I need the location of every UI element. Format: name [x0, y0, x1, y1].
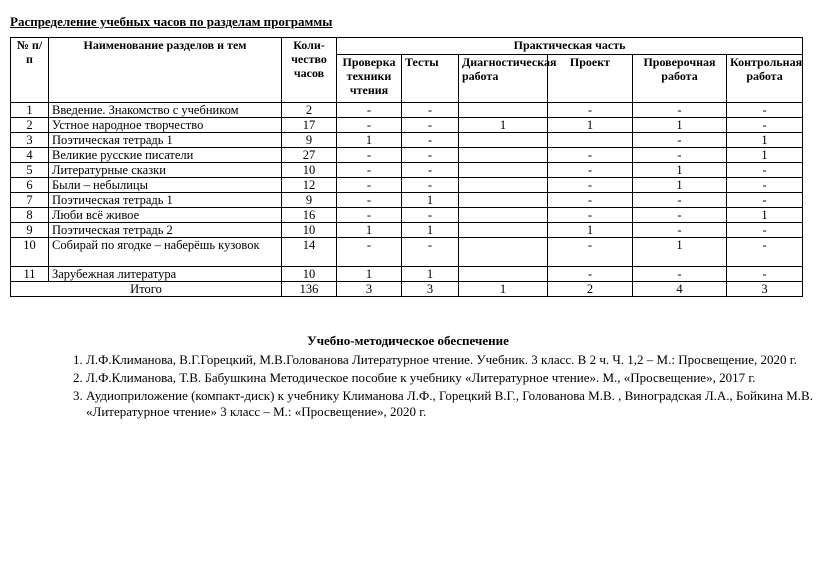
- table-row: [11, 103, 803, 118]
- cell-hours: 2: [282, 103, 337, 118]
- cell-hours: 10: [282, 223, 337, 238]
- cell-control: -: [727, 238, 803, 267]
- cell-diagnostic: [459, 238, 548, 267]
- cell-project: 1: [548, 223, 633, 238]
- cell-hours: 12: [282, 178, 337, 193]
- cell-reading-check: 1: [337, 133, 402, 148]
- header-practical-part: Практическая часть: [337, 38, 803, 55]
- cell-diagnostic: [459, 267, 548, 282]
- cell-number: 11: [11, 267, 49, 282]
- total-control: 3: [727, 282, 803, 297]
- cell-section-name: Устное народное творчество: [49, 118, 282, 133]
- cell-project: -: [548, 208, 633, 223]
- table-row: [11, 223, 803, 238]
- cell-project: -: [548, 148, 633, 163]
- cell-project: -: [548, 163, 633, 178]
- cell-project: -: [548, 238, 633, 267]
- reference-item: 1. Л.Ф.Климанова, В.Г.Горецкий, М.В.Голованова Литературное чтение. Учебник. 3 класс. В 2 ч. Ч. 1,2 – М.: Просвещение, 2020 г.: [86, 352, 816, 368]
- cell-verification: -: [633, 193, 727, 208]
- cell-verification: 1: [633, 238, 727, 267]
- cell-control: -: [727, 223, 803, 238]
- cell-verification: 1: [633, 178, 727, 193]
- total-tests: 3: [402, 282, 459, 297]
- cell-control: -: [727, 103, 803, 118]
- cell-reading-check: -: [337, 163, 402, 178]
- header-control-work: Контрольная работа: [727, 55, 803, 103]
- cell-diagnostic: [459, 208, 548, 223]
- header-project: Проект: [548, 55, 633, 103]
- table-row: [11, 163, 803, 178]
- document-title: Распределение учебных часов по разделам программы: [10, 14, 333, 29]
- cell-section-name: Люби всё живое: [49, 208, 282, 223]
- cell-number: 10: [11, 238, 49, 267]
- cell-verification: -: [633, 148, 727, 163]
- cell-hours: 10: [282, 163, 337, 178]
- table-row: [11, 118, 803, 133]
- cell-section-name: Были – небылицы: [49, 178, 282, 193]
- cell-control: 1: [727, 148, 803, 163]
- cell-reading-check: -: [337, 193, 402, 208]
- cell-section-name: Зарубежная литература: [49, 267, 282, 282]
- cell-reading-check: -: [337, 178, 402, 193]
- cell-diagnostic: [459, 223, 548, 238]
- cell-tests: -: [402, 163, 459, 178]
- cell-control: -: [727, 178, 803, 193]
- cell-diagnostic: [459, 178, 548, 193]
- cell-section-name: Поэтическая тетрадь 1: [49, 133, 282, 148]
- cell-section-name: Введение. Знакомство с учебником: [49, 103, 282, 118]
- cell-diagnostic: 1: [459, 118, 548, 133]
- cell-hours: 9: [282, 193, 337, 208]
- cell-number: 4: [11, 148, 49, 163]
- header-diagnostic-work: Диагностическая работа: [459, 55, 548, 103]
- table-row: [11, 178, 803, 193]
- total-reading: 3: [337, 282, 402, 297]
- cell-hours: 16: [282, 208, 337, 223]
- header-tests: Тесты: [402, 55, 459, 103]
- cell-diagnostic: [459, 193, 548, 208]
- cell-control: -: [727, 193, 803, 208]
- cell-reading-check: -: [337, 238, 402, 267]
- cell-verification: -: [633, 103, 727, 118]
- cell-verification: 1: [633, 163, 727, 178]
- cell-number: 1: [11, 103, 49, 118]
- reference-item: 2. Л.Ф.Климанова, Т.В. Бабушкина Методическое пособие к учебнику «Литературное чтение». М., «Просвещение», 2017 г.: [86, 370, 816, 386]
- table-row: [11, 267, 803, 282]
- cell-number: 8: [11, 208, 49, 223]
- cell-hours: 10: [282, 267, 337, 282]
- cell-section-name: Поэтическая тетрадь 1: [49, 193, 282, 208]
- cell-hours: 9: [282, 133, 337, 148]
- cell-tests: 1: [402, 267, 459, 282]
- cell-verification: 1: [633, 118, 727, 133]
- hours-distribution-table: [10, 37, 803, 297]
- cell-section-name: Литературные сказки: [49, 163, 282, 178]
- header-reading-check: Проверка техники чтения: [337, 55, 402, 103]
- cell-verification: -: [633, 223, 727, 238]
- cell-verification: -: [633, 133, 727, 148]
- cell-reading-check: -: [337, 103, 402, 118]
- cell-reading-check: 1: [337, 267, 402, 282]
- total-diag: 1: [459, 282, 548, 297]
- cell-project: [548, 133, 633, 148]
- cell-project: -: [548, 193, 633, 208]
- cell-number: 9: [11, 223, 49, 238]
- cell-project: -: [548, 103, 633, 118]
- cell-reading-check: 1: [337, 223, 402, 238]
- cell-control: -: [727, 163, 803, 178]
- cell-reading-check: -: [337, 208, 402, 223]
- cell-control: 1: [727, 208, 803, 223]
- cell-tests: 1: [402, 193, 459, 208]
- cell-reading-check: -: [337, 148, 402, 163]
- cell-project: 1: [548, 118, 633, 133]
- cell-section-name: Собирай по ягодке – наберёшь кузовок: [49, 238, 282, 267]
- cell-tests: -: [402, 133, 459, 148]
- total-verif: 4: [633, 282, 727, 297]
- cell-diagnostic: [459, 103, 548, 118]
- cell-control: -: [727, 118, 803, 133]
- cell-number: 7: [11, 193, 49, 208]
- cell-number: 2: [11, 118, 49, 133]
- cell-diagnostic: [459, 148, 548, 163]
- cell-tests: -: [402, 118, 459, 133]
- cell-verification: -: [633, 208, 727, 223]
- cell-tests: 1: [402, 223, 459, 238]
- cell-section-name: Великие русские писатели: [49, 148, 282, 163]
- header-number: № п/п: [11, 38, 49, 103]
- table-row: [11, 133, 803, 148]
- cell-control: 1: [727, 133, 803, 148]
- cell-hours: 17: [282, 118, 337, 133]
- header-verification-work: Проверочная работа: [633, 55, 727, 103]
- cell-section-name: Поэтическая тетрадь 2: [49, 223, 282, 238]
- cell-diagnostic: [459, 163, 548, 178]
- cell-number: 6: [11, 178, 49, 193]
- table-row: [11, 208, 803, 223]
- table-row: [11, 193, 803, 208]
- section-title: Учебно-методическое обеспечение: [307, 333, 509, 348]
- total-label: Итого: [11, 282, 282, 297]
- table-row: [11, 238, 803, 267]
- cell-hours: 27: [282, 148, 337, 163]
- cell-tests: -: [402, 208, 459, 223]
- cell-reading-check: -: [337, 118, 402, 133]
- cell-tests: -: [402, 148, 459, 163]
- total-project: 2: [548, 282, 633, 297]
- cell-tests: -: [402, 103, 459, 118]
- cell-control: -: [727, 267, 803, 282]
- header-section-name: Наименование разделов и тем: [49, 38, 282, 103]
- cell-number: 5: [11, 163, 49, 178]
- cell-project: -: [548, 267, 633, 282]
- reference-item: 3. Аудиоприложение (компакт-диск) к учебнику Климанова Л.Ф., Горецкий В.Г., Голованова М.В. , Виноградская Л.А., Бойкина М.В. «Литературное чтение» 3 класс – М.: «Просвещение», 2020 г.: [86, 388, 816, 420]
- cell-diagnostic: [459, 133, 548, 148]
- cell-verification: -: [633, 267, 727, 282]
- table-row: [11, 148, 803, 163]
- total-hours: 136: [282, 282, 337, 297]
- cell-tests: -: [402, 238, 459, 267]
- total-row: [11, 282, 803, 297]
- cell-project: -: [548, 178, 633, 193]
- cell-hours: 14: [282, 238, 337, 267]
- cell-tests: -: [402, 178, 459, 193]
- cell-number: 3: [11, 133, 49, 148]
- header-hours-count: Коли-чество часов: [282, 38, 337, 103]
- references-list: [48, 352, 816, 422]
